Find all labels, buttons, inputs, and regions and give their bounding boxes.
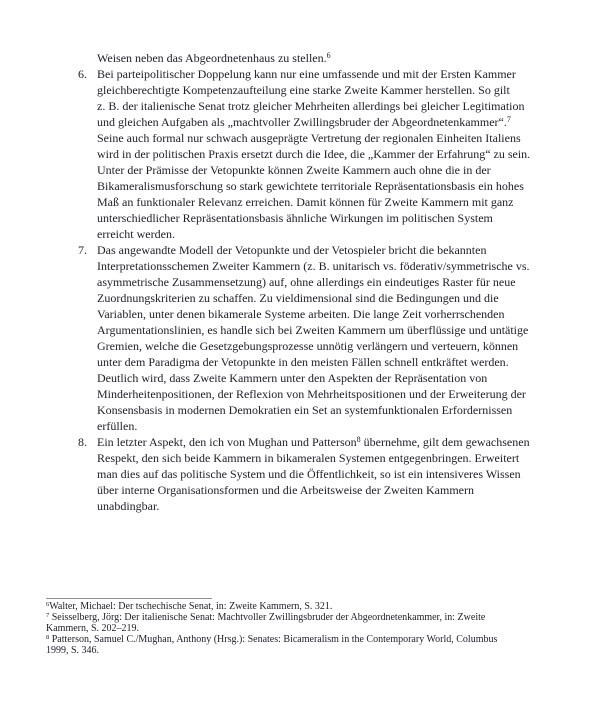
document-body [78, 50, 531, 514]
footnote-reference: 8 [356, 435, 361, 444]
footnote-reference: 7 [506, 115, 511, 124]
footnote-reference: 6 [46, 601, 50, 608]
intro-line [97, 50, 530, 66]
text-run: wird in der politischen Praxis ersetzt durch die Idee, die „Kammer der Erfahrung“ zu sein. [97, 147, 531, 161]
text-line [97, 418, 530, 434]
footnote-line [46, 601, 497, 612]
text-line [97, 114, 530, 130]
text-run: Konsensbasis in modernen Demokratien ein Set an systemfunktionalen Erfordernissen [97, 403, 513, 417]
text-line [97, 226, 530, 242]
text-run: unter dem Paradigma der Vetopunkte in den meisten Fällen schnell entkräftet werden. [97, 355, 509, 369]
text-run: Zuordnungskriterien zu schaffen. Zu vieldimensional sind die Bedingungen und die [97, 291, 499, 305]
text-line [97, 210, 530, 226]
text-run: Maß an funktionaler Relevanz erreichen. Damit können für Zweite Kammern mit ganz [97, 195, 514, 209]
text-run: Kammern, S. 202–219. [46, 623, 140, 634]
text-line [97, 466, 530, 482]
footnote-separator [46, 598, 212, 599]
list-item-number: 8. [78, 435, 87, 449]
text-line [97, 274, 530, 290]
text-run: Interpretationsschemen Zweiter Kammern (z. B. unitarisch vs. föderativ/symmetrische vs. [97, 259, 530, 273]
text-run: unterschiedlicher Repräsentationsbasis ähnliche Wirkungen im politischen System [97, 211, 493, 225]
text-run: Minderheitenpositionen, der Reflexion von Mehrheitspositionen und der Erweiterung der [97, 387, 526, 401]
text-line [97, 98, 530, 114]
footnotes-section [46, 601, 497, 656]
text-run: Weisen neben das Abgeordnetenhaus zu stellen. [97, 51, 327, 65]
text-run: Deutlich wird, dass Zweite Kammern unter den Aspekten der Repräsentation von [97, 371, 488, 385]
text-run: Gremien, welche die Gesetzgebungsprozesse unnötig verlängern und verteuern, können [97, 339, 519, 353]
text-run: erfüllen. [97, 419, 138, 433]
footnote-8 [46, 634, 497, 656]
text-line [97, 386, 530, 402]
text-line [97, 130, 530, 146]
footnote-reference: 6 [326, 51, 331, 60]
text-run: Seisselberg, Jörg: Der italienische Senat: Machtvoller Zwillingsbruder der Abgeordnetenkammer, in: Zweite [49, 612, 486, 623]
text-line [97, 242, 530, 258]
text-run: asymmetrische Zusammensetzung) auf, ohne allerdings ein eindeutiges Raster für neue [97, 275, 516, 289]
footnote-6 [46, 601, 497, 612]
text-line [97, 322, 530, 338]
footnote-reference: 8 [46, 634, 50, 641]
text-run: gleichberechtigte Kompetenzaufteilung eine starke Zweite Kammer herstellen. So gilt [97, 83, 510, 97]
text-run: Bei parteipolitischer Doppelung kann nur eine umfassende und mit der Ersten Kammer [97, 67, 516, 81]
footnote-line [46, 612, 497, 623]
text-run: unabdingbar. [97, 499, 160, 513]
text-line [97, 146, 530, 162]
text-run: erreicht werden. [97, 227, 175, 241]
text-run: Das angewandte Modell der Vetopunkte und der Vetospieler bricht die bekannten [97, 243, 487, 257]
text-line [97, 306, 530, 322]
footnote-line [46, 645, 497, 656]
text-run: Ein letzter Aspekt, den ich von Mughan und Patterson [97, 435, 357, 449]
list-item-7 [78, 242, 530, 434]
text-run: z. B. der italienische Senat trotz gleicher Mehrheiten allerdings bei gleicher Legitimation [97, 99, 525, 113]
text-line [97, 258, 530, 274]
text-line [97, 338, 530, 354]
text-run: 1999, S. 346. [46, 645, 100, 656]
text-line [97, 498, 530, 514]
footnote-line [46, 634, 497, 645]
text-run: Patterson, Samuel C./Mughan, Anthony (Hrsg.): Senates: Bicameralism in the Contemporary World, Columbus [49, 634, 498, 645]
footnote-reference: 7 [46, 612, 50, 619]
text-run: übernehme, gilt dem gewachsenen [360, 435, 530, 449]
footnote-7 [46, 612, 497, 634]
text-run: Seine auch formal nur schwach ausgeprägte Vertretung der regionalen Einheiten Italiens [97, 131, 521, 145]
list-item-6 [78, 66, 531, 242]
text-run: Walter, Michael: Der tschechische Senat, in: Zweite Kammern, S. 321. [49, 601, 333, 612]
text-line [97, 482, 530, 498]
text-line [97, 82, 530, 98]
text-line [97, 194, 530, 210]
footnote-line [46, 623, 497, 634]
list-item-number: 7. [78, 243, 87, 257]
text-line [97, 402, 530, 418]
text-line [97, 450, 530, 466]
text-line [97, 66, 530, 82]
text-line [97, 178, 530, 194]
text-run: Unter der Prämisse der Vetopunkte können Zweite Kammern auch ohne die in der [97, 163, 491, 177]
text-run: Variablen, unter denen bikamerale Systeme arbeiten. Die lange Zeit vorherrschenden [97, 307, 505, 321]
text-line [97, 290, 530, 306]
text-run: Bikameralismusforschung so stark gewichtete territoriale Repräsentationsbasis ein hohes [97, 179, 524, 193]
text-run: über interne Organisationsformen und die Arbeitsweise der Zweiten Kammern [97, 483, 474, 497]
list-item-number: 6. [78, 67, 87, 81]
text-line [97, 162, 530, 178]
text-run: Respekt, den sich beide Kammern in bikameralen Systemen entgegenbringen. Erweitert [97, 451, 520, 465]
text-line [97, 370, 530, 386]
text-run: man dies auf das politische System und die Öffentlichkeit, so ist ein intensiveres Wissen [97, 467, 521, 481]
text-run: und gleichen Aufgaben als „machtvoller Zwillingsbruder der Abgeordnetenkammer“. [97, 115, 507, 129]
list-item-8 [78, 434, 530, 514]
text-run: Argumentationslinien, es handle sich bei Zweiten Kammern um überflüssige und untätige [97, 323, 529, 337]
text-line [97, 354, 530, 370]
text-line [97, 434, 530, 450]
